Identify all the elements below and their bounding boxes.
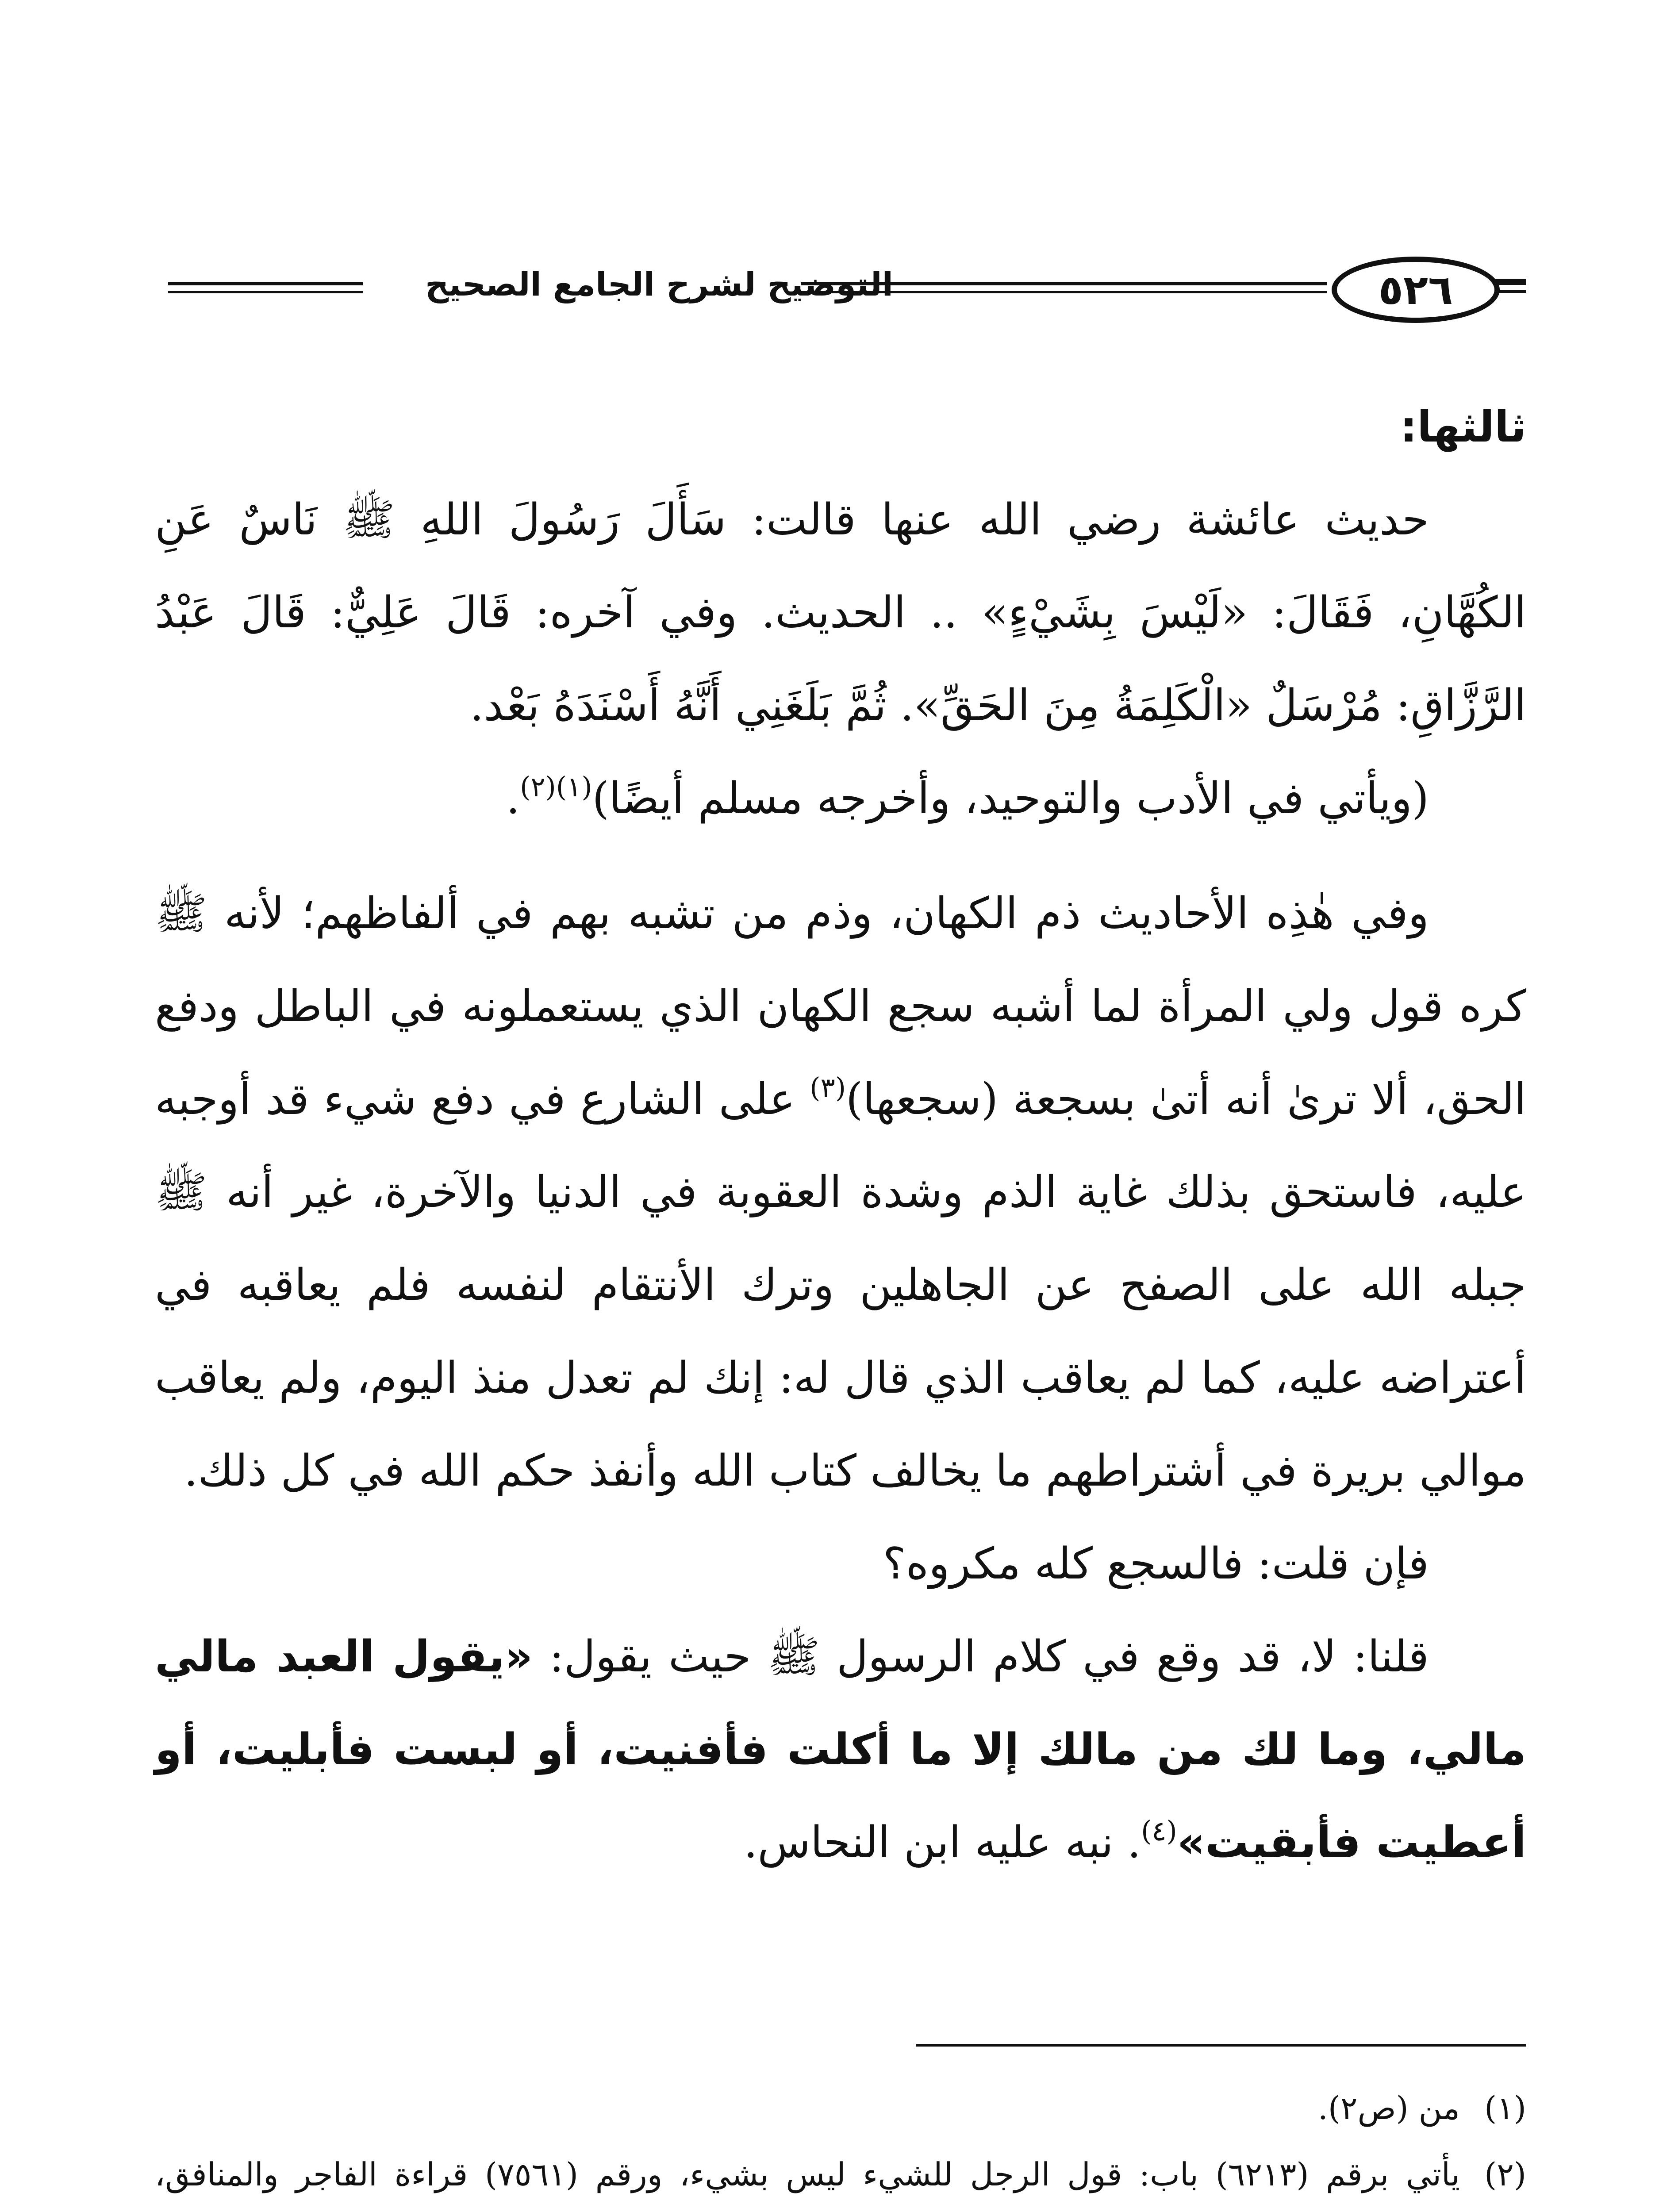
header-rule	[168, 291, 363, 293]
main-text	[155, 380, 1526, 1889]
footnote-separator	[916, 2044, 1526, 2047]
footnote-item	[155, 2141, 1526, 2212]
footnote-ref: (١)(٢)	[520, 771, 592, 803]
paragraph-answer	[155, 1610, 1526, 1889]
page-number: ٥٢٦	[1332, 257, 1500, 323]
paragraph-text: على الشارع في دفع شيء قد أوجبه عليه، فاستحق بذلك غاية الذم وشدة العقوبة في الدنيا والآخرة، غير أنه ﷺ جبله الله على الصفح عن الجاهلين وترك الأنتقام لنفسه فلم يعاقبه في أعتراضه عليه، كما لم يعاقب الذي قال له: إنك لم تعدل منذ اليوم، ولم يعاقب موالي بريرة في أشتراطهم ما يخالف كتاب الله وأنفذ حكم الله في كل ذلك.	[155, 1074, 1526, 1496]
paragraph-takhrij	[155, 752, 1526, 845]
footnote-number: (١)	[1484, 2089, 1526, 2127]
footnote-ref: (٤)	[1141, 1815, 1177, 1847]
paragraph-text: .	[506, 773, 520, 824]
footnote-item	[155, 2075, 1526, 2141]
paragraph-text: . نبه عليه ابن النحاس.	[744, 1817, 1141, 1868]
paragraph-text: (ويأتي في الأدب والتوحيد، وأخرجه مسلم أيضًا)	[592, 773, 1429, 824]
section-heading: ثالثها:	[1400, 402, 1526, 452]
footnote-ref: (٣)	[810, 1071, 846, 1104]
footnote-text: يأتي برقم (٦٢١٣) باب: قول الرجل للشيء ليس بشيء، ورقم (٧٥٦١) قراءة الفاجر والمنافق،	[155, 2156, 1460, 2193]
footnote-text: من (ص٢).	[1317, 2089, 1460, 2127]
paragraph-hadith-aisha: حديث عائشة رضي الله عنها قالت: سَأَلَ رَسُولَ اللهِ ﷺ نَاسٌ عَنِ الكُهَّانِ، فَقَالَ: «لَيْسَ بِشَيْءٍ» .. الحديث. وفي آخره: قَالَ عَلِيٌّ: قَالَ عَبْدُ الرَّزَّاقِ: مُرْسَلٌ «الْكَلِمَةُ مِنَ الحَقِّ». ثُمَّ بَلَغَنِي أَنَّهُ أَسْنَدَهُ بَعْد.	[155, 495, 1526, 731]
paragraph-text: قلنا: لا، قد وقع في كلام الرسول ﷺ حيث يقول:	[533, 1632, 1429, 1682]
hadith-quote: «يقول العبد مالي مالي، وما لك من مالك إلا ما أكلت فأفنيت، أو لبست فأبليت، أو أعطيت فأبقيت»	[155, 1632, 1526, 1868]
page-header	[150, 248, 1526, 336]
footnotes	[155, 2075, 1526, 2212]
paragraph-question: فإن قلت: فالسجع كله مكروه؟	[883, 1539, 1429, 1589]
paragraph-commentary	[155, 867, 1526, 1517]
footnote-number: (٢)	[1484, 2156, 1526, 2193]
paragraph-text: وفي هٰذِه الأحاديث ذم الكهان، وذم من تشبه بهم في ألفاظهم؛ لأنه ﷺ كره قول ولي المرأة لما أشبه سجع الكهان الذي يستعملونه في الباطل ودفع الحق، ألا ترىٰ أنه أتىٰ بسجعة (سجعها)	[155, 888, 1526, 1125]
header-ornament	[1495, 290, 1526, 293]
book-title: التوضيح لشرح الجامع الصحيح	[425, 265, 894, 303]
header-rule	[168, 282, 363, 285]
